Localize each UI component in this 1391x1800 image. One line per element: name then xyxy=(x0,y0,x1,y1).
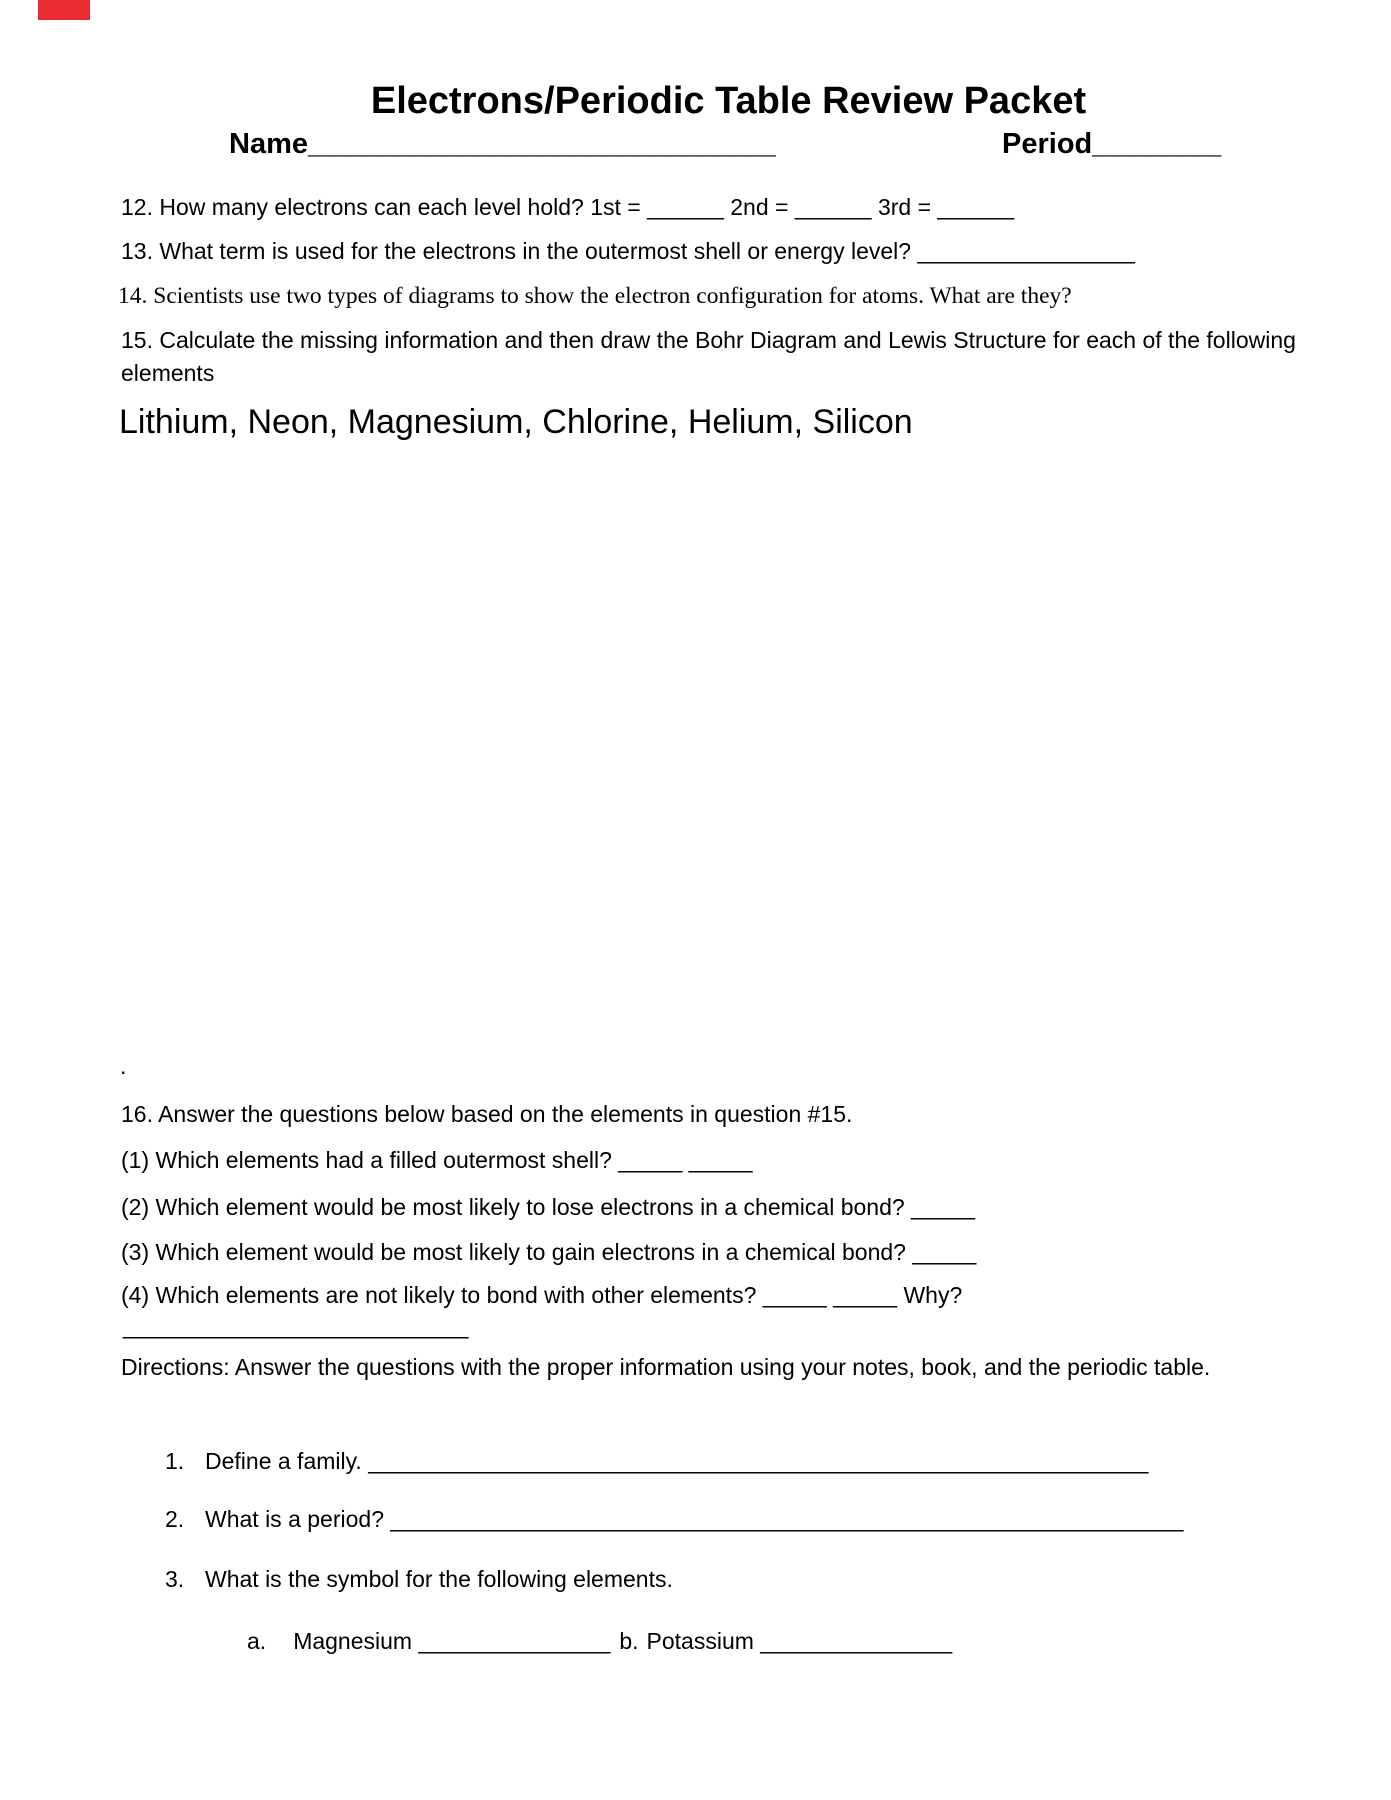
question-12: 12. How many electrons can each level hold? 1st = ______ 2nd = ______ 3rd = ______ xyxy=(121,194,1015,220)
question-text: What is the symbol for the following elements. xyxy=(205,1566,673,1592)
name-field xyxy=(229,126,776,164)
answer-blank-line: ___________________________ xyxy=(123,1313,469,1339)
question-16-sub-2: (2) Which element would be most likely to lose electrons in a chemical bond? _____ xyxy=(121,1194,975,1220)
question-text: What is a period? ______________________________________________________________ xyxy=(205,1506,1184,1532)
question-number: 3. xyxy=(165,1566,185,1592)
item-b-label: b. xyxy=(619,1628,639,1654)
symbol-question-line xyxy=(247,1627,952,1657)
question-14: 14. Scientists use two types of diagrams to show the electron configuration for atoms. What are they? xyxy=(118,283,1072,309)
directions-text: Directions: Answer the questions with the proper information using your notes, book, and the periodic table. xyxy=(121,1354,1211,1380)
question-16-sub-1: (1) Which elements had a filled outermost shell? _____ _____ xyxy=(121,1147,753,1173)
period-label: Period xyxy=(1002,128,1093,160)
period-blank-line: ________ xyxy=(1092,128,1222,160)
question-text: Define a family. _____________________________________________________________ xyxy=(205,1448,1149,1474)
numbered-question-2 xyxy=(165,1505,1183,1535)
numbered-question-1 xyxy=(165,1447,1148,1477)
period-field xyxy=(1002,126,1221,164)
question-number: 1. xyxy=(165,1448,185,1474)
numbered-question-3 xyxy=(165,1565,673,1595)
question-number: 2. xyxy=(165,1506,185,1532)
page-title: Electrons/Periodic Table Review Packet xyxy=(370,80,1087,122)
name-label: Name xyxy=(229,128,308,160)
question-13: 13. What term is used for the electrons in the outermost shell or energy level? _________________ xyxy=(121,238,1135,264)
name-blank-line: _____________________________ xyxy=(308,128,776,160)
item-a-text: Magnesium _______________ xyxy=(293,1628,611,1654)
question-16-sub-3: (3) Which element would be most likely to gain electrons in a chemical bond? _____ xyxy=(121,1239,977,1265)
elements-list: Lithium, Neon, Magnesium, Chlorine, Helium, Silicon xyxy=(119,403,913,441)
question-16: 16. Answer the questions below based on the elements in question #15. xyxy=(121,1101,853,1127)
question-15: 15. Calculate the missing information and then draw the Bohr Diagram and Lewis Structure for each of the following elements xyxy=(121,327,1296,387)
question-16-sub-4: (4) Which elements are not likely to bond with other elements? _____ _____ Why? xyxy=(121,1282,963,1308)
stray-period: . xyxy=(120,1053,127,1079)
item-b-text: Potassium _______________ xyxy=(646,1628,953,1654)
red-marker xyxy=(38,0,90,20)
item-a-label: a. xyxy=(247,1628,267,1654)
